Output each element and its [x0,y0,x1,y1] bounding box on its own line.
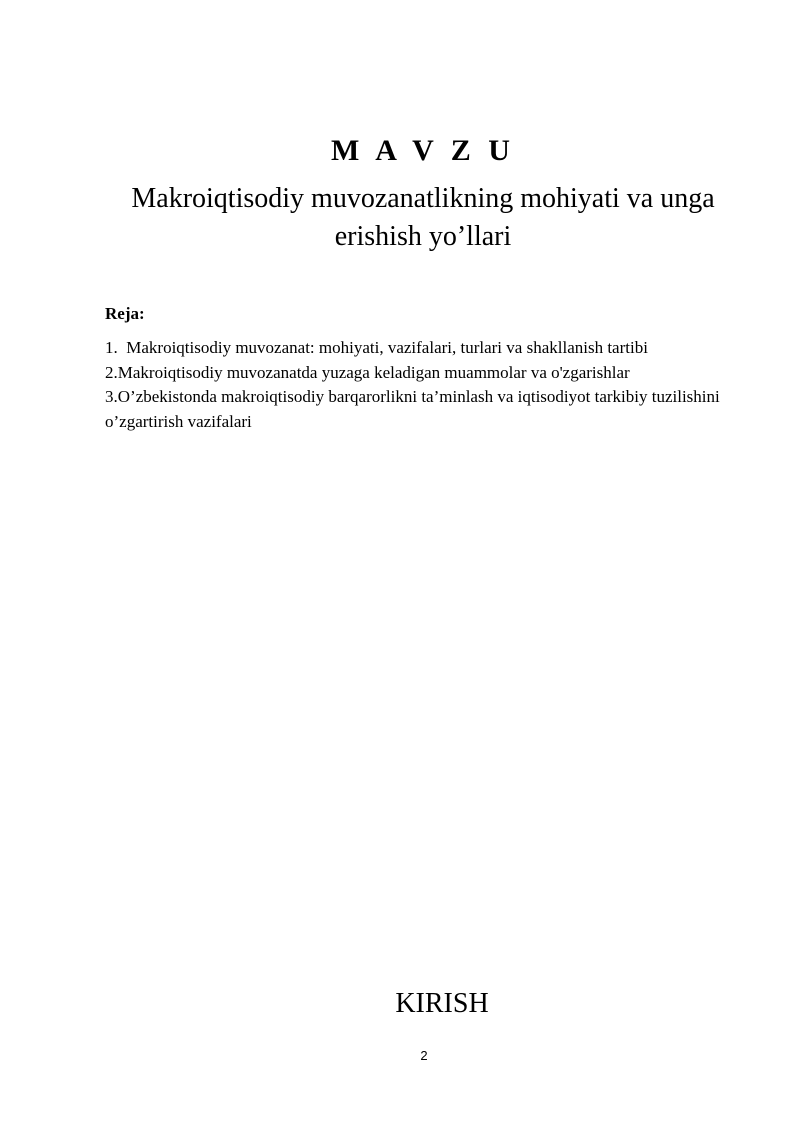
plan-label: Reja: [105,304,145,323]
topic-heading: M A V Z U [331,134,515,167]
plan-list [105,336,745,434]
page-number: 2 [420,1048,428,1063]
topic-title-line-2: erishish yo’llari [334,221,512,252]
introduction-heading: KIRISH [395,988,489,1019]
plan-item: 1. Makroiqtisodiy muvozanat: mohiyati, vazifalari, turlari va shakllanish tartibi [105,338,648,357]
topic-title [70,180,776,256]
plan-item: 3.O’zbekistonda makroiqtisodiy barqarorlikni ta’minlash va iqtisodiyot tarkibiy tuzilishini o’zgartirish vazifalari [105,387,720,431]
plan-item: 2.Makroiqtisodiy muvozanatda yuzaga keladigan muammolar va o'zgarishlar [105,362,630,382]
topic-title-line-1: Makroiqtisodiy muvozanatlikning mohiyati va unga [131,183,715,214]
